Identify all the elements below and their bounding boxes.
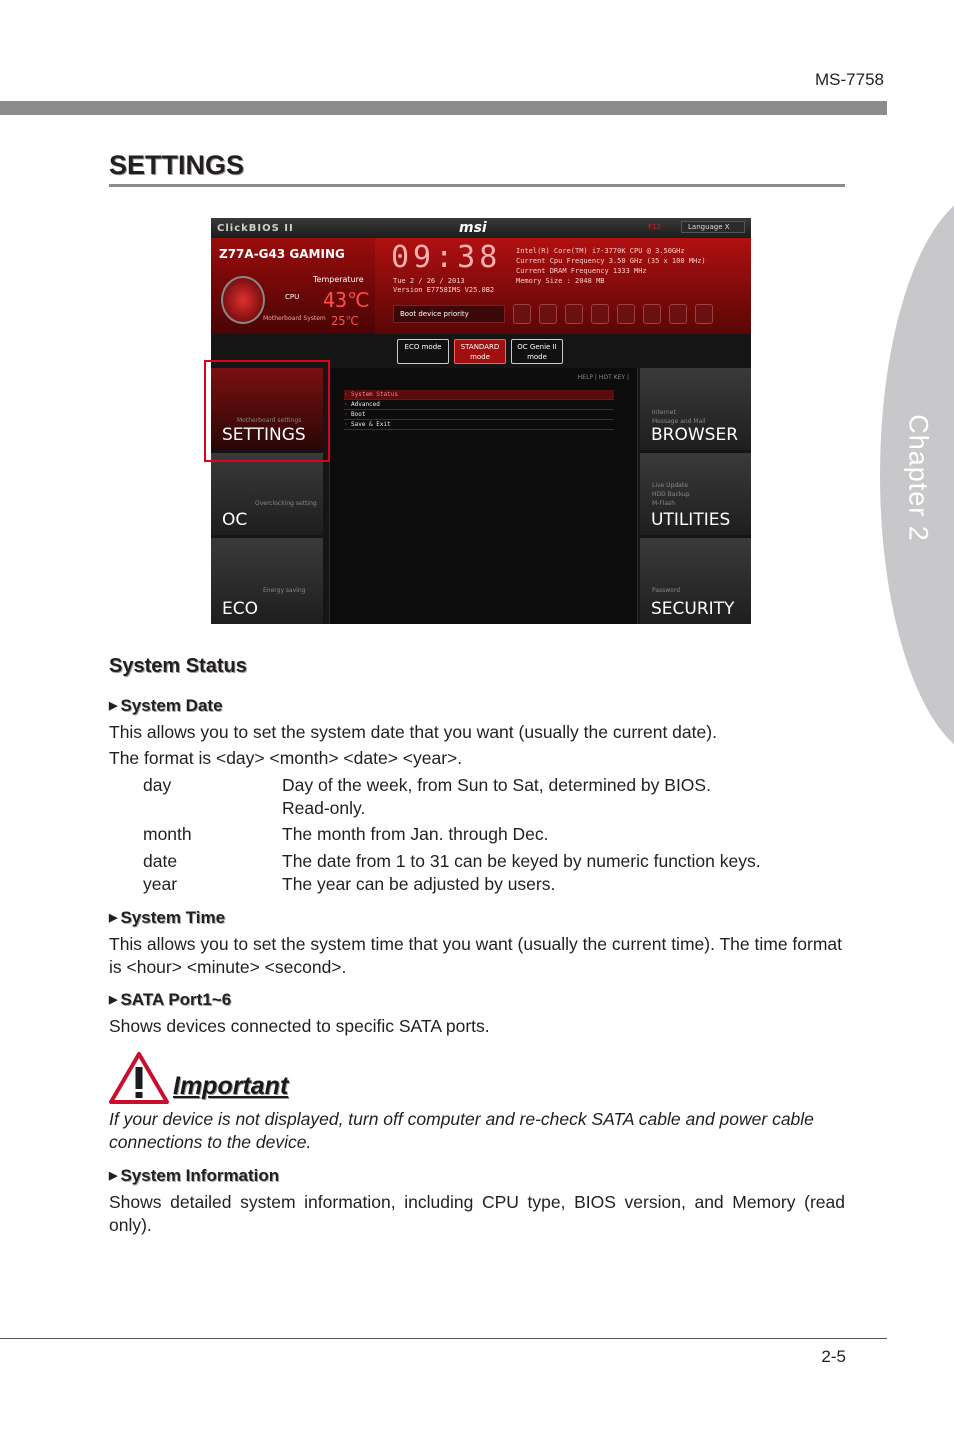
bios-board-name: Z77A-G43 GAMING [219,247,345,261]
tile-label: BROWSER [651,425,739,445]
triangle-bullet-icon: ▶ [109,912,118,924]
footer-rule [0,1338,887,1339]
system-date-format: The format is <day> <month> <date> <year>. [109,748,463,768]
warning-icon [108,1051,170,1105]
important-label: Important [173,1072,289,1100]
bios-clock: 09:38 [391,240,502,275]
tile-label: ECO [222,599,258,619]
bios-tile-security [640,538,751,624]
tile-label: UTILITIES [651,510,731,530]
system-time-heading [109,908,225,928]
desc-date: The date from 1 to 31 can be keyed by numeric function keys. [282,851,761,871]
tile-label: SETTINGS [222,425,306,445]
header-rule [0,101,887,115]
tile-subtitle: Motherboard settings [237,417,302,424]
bios-version: Version E7758IMS V25.0B2 [393,286,495,294]
system-time-desc: This allows you to set the system time that you want (usually the current time). The time format is <hour> <minute> <second>. [109,934,843,977]
bios-mode-eco: ECO mode [397,339,449,364]
triangle-bullet-icon: ▶ [109,700,118,712]
card-icon [643,304,661,324]
usb-icon [565,304,583,324]
bios-boot-devices [513,304,733,326]
disc-icon [695,304,713,324]
desc-day: Day of the week, from Sun to Sat, determined by BIOS. [282,775,711,795]
system-info-title: System Information [120,1166,280,1185]
tile-subtitle: Live Update HDD Backup M-Flash [652,482,690,507]
desc-year: The year can be adjusted by users. [282,874,556,894]
bios-menu [344,390,614,430]
bios-info-line: Current DRAM Frequency 1333 MHz [516,267,647,275]
bios-temperature-label: Temperature [313,275,364,284]
bios-mode-oc-genie: OC Genie II mode [511,339,563,364]
bios-menu-panel [329,368,638,624]
term-date: date [143,851,178,871]
model-number: MS-7758 [815,70,884,89]
dragon-icon [221,276,265,324]
system-date-title: System Date [120,696,223,715]
msi-logo: msi [459,220,487,236]
bios-cpu-temp: 43℃ [323,288,370,312]
bios-menu-item: › System Status [344,390,614,400]
bios-boot-priority: Boot device priority [393,305,505,323]
usb-icon [591,304,609,324]
tile-subtitle: Energy saving [263,587,306,594]
bios-language-button: Language X [681,221,745,233]
tile-subtitle: Overclocking setting [255,500,317,507]
bios-tile-browser [640,368,751,450]
triangle-bullet-icon: ▶ [109,994,118,1006]
bios-help-bar: HELP | HOT KEY | [577,374,629,381]
bios-info-line: Current Cpu Frequency 3.50 GHz (35 x 100 MHz) [516,257,706,265]
sata-desc: Shows devices connected to specific SATA ports. [109,1016,490,1036]
bios-menu-item: › Boot [344,410,614,420]
triangle-bullet-icon: ▶ [109,1170,118,1182]
bios-mode-standard: STANDARD mode [454,339,506,364]
bios-menu-item: › Advanced [344,400,614,410]
tile-subtitle: Password [652,587,681,594]
disc-icon [539,304,557,324]
bios-tile-utilities [640,453,751,535]
bios-f12: F12 [648,223,661,231]
desc-month: The month from Jan. through Dec. [282,824,549,844]
system-info-heading [109,1166,279,1186]
bios-date: Tue 2 / 26 / 2013 [393,277,465,285]
section-title: SETTINGS [109,150,245,180]
bios-menu-item: › Save & Exit [344,420,614,430]
system-info-desc: Shows detailed system information, including CPU type, BIOS version, and Memory (read only). [109,1192,845,1235]
bios-system-info [516,246,706,286]
bios-info-line: Intel(R) Core(TM) i7-3770K CPU @ 3.50GHz [516,247,685,255]
usb-icon [669,304,687,324]
page-number: 2-5 [821,1347,846,1366]
system-status-heading: System Status [109,655,247,677]
title-rule [109,184,845,187]
bios-tile-eco [211,538,323,624]
hdd-icon [513,304,531,324]
bios-motherboard-label: Motherboard System [263,315,326,322]
desc-day-2: Read-only. [282,798,366,818]
bios-mb-temp: 25℃ [331,314,359,328]
bios-cpu-label: CPU [285,293,300,301]
important-note: If your device is not displayed, turn off computer and re-check SATA cable and power cable connections to the device. [109,1109,814,1152]
tile-label: SECURITY [651,599,735,619]
bios-brand: ClickBIOS II [217,223,294,234]
bios-tile-oc [211,453,323,535]
system-time-title: System Time [120,908,226,927]
usb-icon [617,304,635,324]
term-day: day [143,775,172,795]
term-year: year [143,874,178,894]
sata-title: SATA Port1~6 [120,990,232,1009]
sata-heading [109,990,231,1010]
tile-subtitle: Internet Message and Mail [652,409,706,425]
tile-label: OC [222,510,248,530]
bios-info-line: Memory Size : 2048 MB [516,277,605,285]
system-date-desc: This allows you to set the system date that you want (usually the current date). [109,722,717,742]
system-date-heading [109,696,223,716]
term-month: month [143,824,192,844]
settings-highlight-box [204,360,330,462]
chapter-label: Chapter 2 [903,414,934,542]
